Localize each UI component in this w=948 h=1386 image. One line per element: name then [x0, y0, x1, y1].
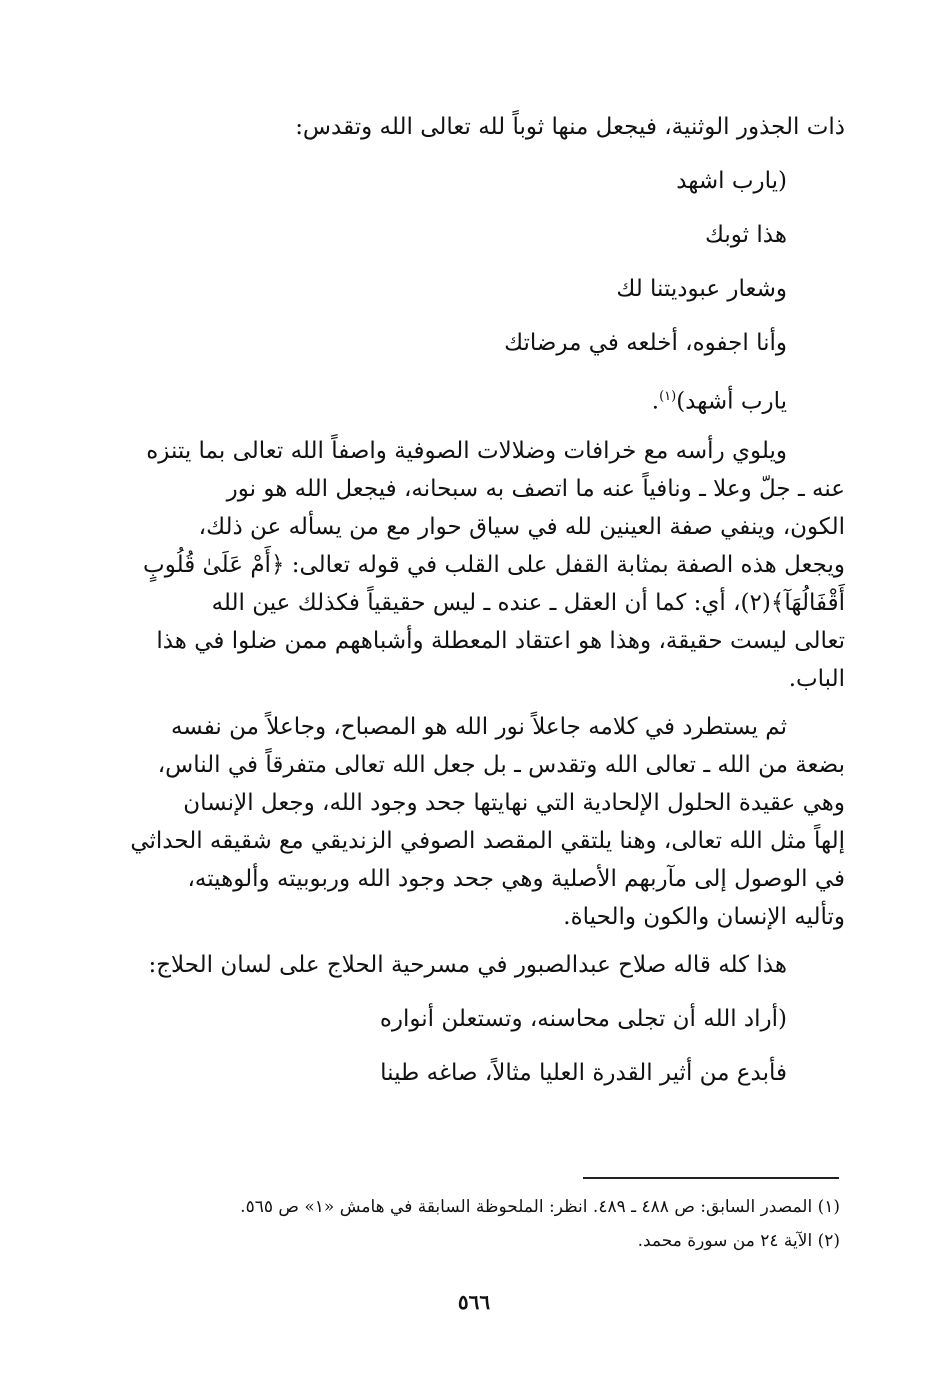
paragraph-line: أَقْفَالُهَآ﴾(٢)، أي: كما أن العقل ـ عنده ـ ليس حقيقياً فكذلك عين الله	[211, 590, 845, 616]
paragraph-three: هذا كله قاله صلاح عبدالصبور في مسرحية الحلاج على لسان الحلاج:	[148, 952, 787, 978]
intro-line: ذات الجذور الوثنية، فيجعل منها ثوباً لله تعالى الله وتقدس:	[295, 114, 845, 140]
poem-line-last	[100, 378, 845, 432]
poem-line: فأبدع من أثير القدرة العليا مثالاً، صاغه طينا	[380, 1060, 787, 1086]
poem-line: وشعار عبوديتنا لك	[616, 276, 787, 302]
paragraph-line: الكون، وينفي صفة العينين لله في سياق حوار مع من يسأله عن ذلك،	[198, 514, 845, 540]
paragraph-one	[100, 432, 845, 698]
paragraph-line: ثم يستطرد في كلامه جاعلاً نور الله هو المصباح، وجاعلاً من نفسه	[170, 714, 787, 740]
page-body	[100, 108, 845, 1108]
paragraph-line: ويلوي رأسه مع خرافات وضلالات الصوفية واصفاً الله تعالى بما يتنزه	[146, 438, 787, 464]
footnotes	[100, 1190, 840, 1258]
page-number: ٥٦٦	[457, 1290, 491, 1314]
poem-line: (أراد الله أن تجلى محاسنه، وتستعلن أنواره	[379, 1006, 787, 1032]
poem-end-dot: .	[651, 388, 660, 415]
paragraph-line: ويجعل هذه الصفة بمثابة القفل على القلب في قوله تعالى: ﴿أَمْ عَلَىٰ قُلُوبٍ	[143, 552, 845, 578]
paragraph-two	[100, 708, 845, 936]
paragraph-line: في الوصول إلى مآربهم الأصلية وهي جحد وجود الله وربوبيته وألوهيته،	[187, 866, 845, 892]
footnote-separator	[583, 1177, 839, 1179]
paragraph-line: بضعة من الله ـ تعالى الله وتقدس ـ بل جعل الله تعالى متفرقاً في الناس،	[157, 752, 845, 778]
poem-line: هذا ثوبك	[705, 222, 787, 248]
poem-one	[100, 162, 845, 432]
poem-two	[100, 1000, 845, 1108]
footnote-ref: (١)	[659, 389, 677, 404]
paragraph-line: إلهاً مثل الله تعالى، وهنا يلتقي المقصد الصوفي الزنديقي مع شقيقه الحداثي	[130, 828, 845, 854]
paragraph-line: عنه ـ جلّ وعلا ـ ونافياً عنه ما اتصف به سبحانه، فيجعل الله هو نور	[226, 476, 845, 502]
poem-line: (يارب اشهد	[676, 168, 787, 194]
paragraph-line: تعالى ليست حقيقة، وهذا هو اعتقاد المعطلة وأشباههم ممن ضلوا في هذا	[156, 628, 845, 654]
footnote: (٢) الآية ٢٤ من سورة محمد.	[637, 1231, 840, 1251]
paragraph-line: وهي عقيدة الحلول الإلحادية التي نهايتها جحد وجود الله، وجعل الإنسان	[183, 790, 845, 816]
paragraph-line: الباب.	[788, 666, 845, 692]
paragraph-line: وتأليه الإنسان والكون والحياة.	[563, 904, 845, 930]
footnote: (١) المصدر السابق: ص ٤٨٨ ـ ٤٨٩. انظر: الملحوظة السابقة في هامش «١» ص ٥٦٥.	[240, 1197, 840, 1217]
poem-line: وأنا اجفوه، أخلعه في مرضاتك	[504, 330, 787, 356]
poem-line: يارب أشهد)	[676, 388, 787, 415]
